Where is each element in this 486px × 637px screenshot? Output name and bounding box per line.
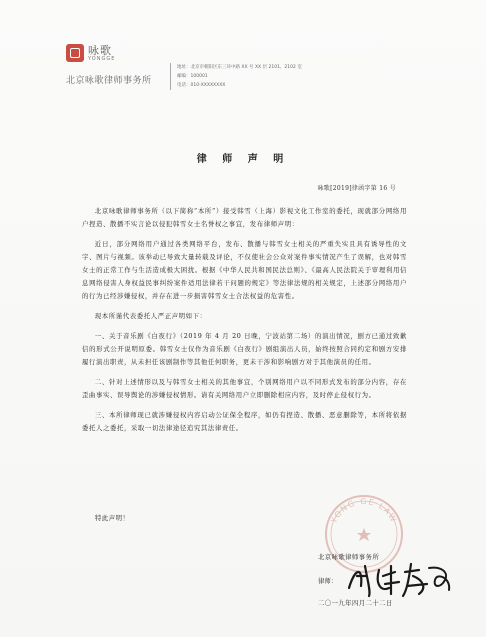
paragraph-background: 近日，部分网络用户通过各类网络平台，发布、散播与韩雪女士相关的严重失实且具有诱导性的文字、图片与视频。该举动已导致大量转载及评论，不仅使社会公众对案件事实情况产生了误解，也对韩雪女士的正常工作与生活造成极大困扰。根据《中华人民共和国民法总则》、《最高人民法院关于审理利用信息网络侵害人身权益民事纠纷案件适用法律若干问题的规定》等法律法规的相关规定，上述部分网络用户的行为已经涉嫌侵权，并存在进一步损害韩雪女士合法权益的危害性。 xyxy=(82,240,407,300)
statement-date: 二〇一九年四月二十二日 xyxy=(318,599,393,607)
document-title: 律 师 声 明 xyxy=(196,154,290,165)
lawyer-label: 律师： xyxy=(318,577,338,585)
contact-phone: 电话：010-XXXXXXXX xyxy=(177,83,226,88)
firm-logo xyxy=(66,44,115,62)
signer-firm: 北京咏歌律师事务所 xyxy=(318,553,380,561)
paragraph-point-3: 三、本所律师现已就涉嫌侵权内容启动公证保全程序，如仍有捏造、散播、恶意删除等，本所将依据委托人之委托，采取一切法律途径追究其法律责任。 xyxy=(82,411,407,432)
statement-body xyxy=(82,205,407,442)
reference-number: 咏歌[2019]律函字第 16 号 xyxy=(317,185,396,192)
firm-name: 北京咏歌律师事务所 xyxy=(66,76,152,86)
paragraph-point-1: 一、关于音乐剧《白夜行》（2019 年 4 月 20 日晚，宁波站第二场）的演出情况，剧方已通过致歉信的形式公开说明原委。韩雪女士仅作为音乐剧《白夜行》剧组演出人员，始终按照合同约定和剧方安排履行演出职责，从未担任该剧制作等其他任何职务，更未干涉和影响剧方对于其他演员的任用。 xyxy=(82,332,407,366)
header-contact xyxy=(170,63,302,90)
paragraph-intro: 北京咏歌律师事务所（以下简称“本所”）接受韩雪（上海）影视文化工作室的委托，现就部分网络用户捏造、散播不实言论以侵犯韩雪女士名誉权之事宜，发布律师声明： xyxy=(82,207,407,228)
svg-text:YONG GE LAW: YONG GE LAW xyxy=(329,496,399,525)
logo-text-en: YONGGE xyxy=(88,55,116,62)
paragraph-point-2: 二、针对上述情形以及与韩雪女士相关的其他事宜，个别网络用户以不同形式发布的部分内容，存在歪曲事实、误导舆论的涉嫌侵权情形。请有关网络用户立即删除相应内容，及时停止侵权行为。 xyxy=(82,378,407,399)
contact-address: 地址：北京市朝阳区东三环中路 XX 号 XX 层 2101、2102 室 xyxy=(177,65,302,70)
paragraph-declaration: 现本所谨代表委托人严正声明如下： xyxy=(94,312,207,320)
handwritten-signature-icon xyxy=(345,558,455,600)
sign-off: 特此声明！ xyxy=(95,514,130,522)
contact-postcode: 邮编：100001 xyxy=(177,74,208,79)
logo-mark-icon xyxy=(66,44,84,62)
logo-text-cn: 咏歌 xyxy=(88,43,112,57)
